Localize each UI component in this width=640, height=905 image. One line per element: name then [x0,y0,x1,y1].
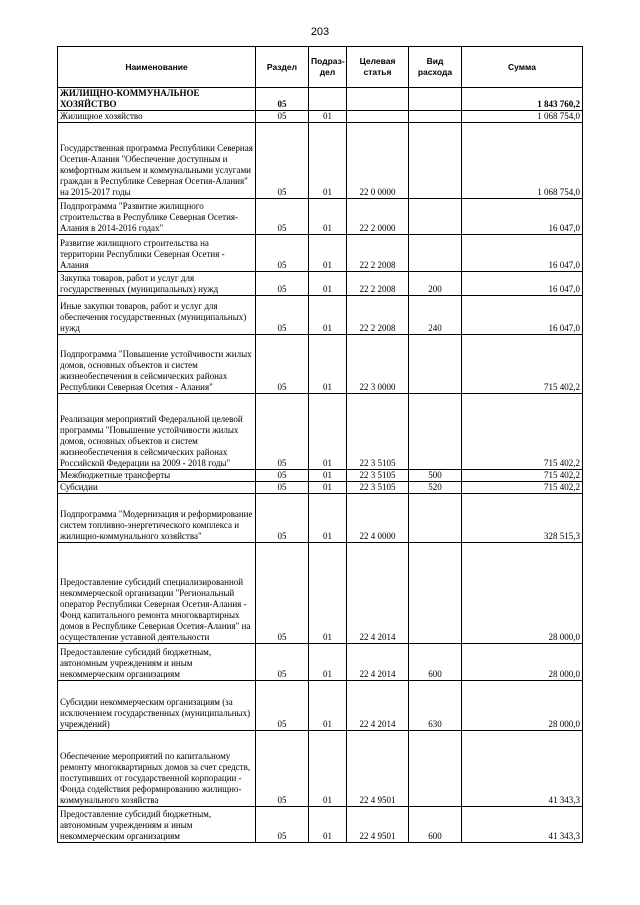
row-name: Подпрограмма "Модернизация и реформирование систем топливно-энергетического комплекса и жилищно-коммунального хозяйства" [58,494,256,543]
row-target: 22 2 2008 [347,235,409,272]
row-section: 05 [256,88,309,111]
row-amount: 715 402,2 [462,482,583,494]
row-target: 22 4 9501 [347,807,409,843]
row-amount: 715 402,2 [462,470,583,482]
row-amount: 16 047,0 [462,296,583,335]
row-subsection: 01 [309,644,347,681]
row-type [409,235,462,272]
row-type [409,394,462,470]
table-row [58,335,583,394]
table-row [58,807,583,843]
page-number: 203 [310,26,330,38]
row-name: Предоставление субсидий бюджетным, автономным учреждениям и иным некоммерческим организациям [58,644,256,681]
row-name: Предоставление субсидий специализированной некоммерческой организации "Региональный оператор Республики Северная Осетия-Алания - Фонд капитального ремонта многоквартирных домов в Республике Северная Осетия-Алания" на осуществление уставной деятельности [58,543,256,644]
table-row [58,394,583,470]
row-section: 05 [256,482,309,494]
row-name: Обеспечение мероприятий по капитальному ремонту многоквартирных домов за счет средств, поступивших от государственной корпорации - Фонда содействия реформированию жилищно-коммунального хозяйства [58,731,256,807]
row-section: 05 [256,543,309,644]
table-row [58,272,583,296]
row-target: 22 3 5105 [347,470,409,482]
row-type: 600 [409,807,462,843]
header-section: Раздел [256,47,309,88]
row-subsection: 01 [309,111,347,123]
row-target: 22 2 2008 [347,296,409,335]
row-amount: 41 343,3 [462,807,583,843]
row-amount: 28 000,0 [462,543,583,644]
table-header-row [58,47,583,88]
row-target: 22 2 2008 [347,272,409,296]
row-type: 500 [409,470,462,482]
row-amount: 1 068 754,0 [462,123,583,199]
header-name: Наименование [58,47,256,88]
row-subsection: 01 [309,807,347,843]
row-subsection: 01 [309,482,347,494]
row-subsection: 01 [309,235,347,272]
table-row [58,296,583,335]
table-row [58,123,583,199]
row-name: Субсидии [58,482,256,494]
row-name: Предоставление субсидий бюджетным, автономным учреждениям и иным некоммерческим организациям [58,807,256,843]
row-name: Иные закупки товаров, работ и услуг для обеспечения государственных (муниципальных) нужд [58,296,256,335]
row-amount: 28 000,0 [462,644,583,681]
row-name: Подпрограмма "Повышение устойчивости жилых домов, основных объектов и систем жизнеобеспечения в сейсмических районах Республики Северная Осетия - Алания" [58,335,256,394]
row-target: 22 3 5105 [347,482,409,494]
row-section: 05 [256,111,309,123]
row-section: 05 [256,394,309,470]
row-subsection: 01 [309,394,347,470]
row-amount: 715 402,2 [462,335,583,394]
row-type: 600 [409,644,462,681]
row-section: 05 [256,123,309,199]
row-section: 05 [256,272,309,296]
row-target [347,111,409,123]
header-subsection: Подраз-дел [309,47,347,88]
table-row [58,494,583,543]
row-name: ЖИЛИЩНО-КОММУНАЛЬНОЕ ХОЗЯЙСТВО [58,88,256,111]
row-type: 200 [409,272,462,296]
row-name: Государственная программа Республики Северная Осетия-Алания "Обеспечение доступным и комфортным жильем и коммунальными услугами граждан в Республике Северная Осетия-Алания" на 2015-2017 годы [58,123,256,199]
row-name: Закупка товаров, работ и услуг для государственных (муниципальных) нужд [58,272,256,296]
row-section: 05 [256,199,309,235]
row-name: Субсидии некоммерческим организациям (за исключением государственных (муниципальных) учреждений) [58,681,256,731]
row-type [409,731,462,807]
table-row [58,88,583,111]
row-type: 630 [409,681,462,731]
row-amount: 328 515,3 [462,494,583,543]
table-row [58,681,583,731]
row-subsection: 01 [309,199,347,235]
header-amount: Сумма [462,47,583,88]
row-subsection [309,88,347,111]
row-type [409,494,462,543]
row-amount: 41 343,3 [462,731,583,807]
header-target: Целевая статья [347,47,409,88]
row-target: 22 4 0000 [347,494,409,543]
table-row [58,644,583,681]
row-subsection: 01 [309,681,347,731]
row-target: 22 2 0000 [347,199,409,235]
row-amount: 1 068 754,0 [462,111,583,123]
row-amount: 1 843 760,2 [462,88,583,111]
row-section: 05 [256,235,309,272]
table-row [58,482,583,494]
row-type [409,543,462,644]
row-subsection: 01 [309,494,347,543]
row-target: 22 3 5105 [347,394,409,470]
row-name: Жилищное хозяйство [58,111,256,123]
budget-table [57,46,583,843]
row-subsection: 01 [309,123,347,199]
table-row [58,731,583,807]
row-target: 22 0 0000 [347,123,409,199]
row-type [409,123,462,199]
row-amount: 16 047,0 [462,272,583,296]
row-subsection: 01 [309,543,347,644]
row-subsection: 01 [309,731,347,807]
table-row [58,470,583,482]
row-type: 240 [409,296,462,335]
row-section: 05 [256,470,309,482]
row-type [409,111,462,123]
row-section: 05 [256,494,309,543]
table-row [58,111,583,123]
row-target: 22 4 2014 [347,543,409,644]
row-type [409,335,462,394]
row-amount: 715 402,2 [462,394,583,470]
row-name: Межбюджетные трансферты [58,470,256,482]
row-amount: 16 047,0 [462,199,583,235]
row-section: 05 [256,335,309,394]
table-row [58,235,583,272]
row-section: 05 [256,296,309,335]
row-section: 05 [256,681,309,731]
row-type [409,199,462,235]
row-name: Развитие жилищного строительства на территории Республики Северная Осетия - Алания [58,235,256,272]
row-target [347,88,409,111]
row-subsection: 01 [309,272,347,296]
row-subsection: 01 [309,470,347,482]
row-type [409,88,462,111]
row-section: 05 [256,731,309,807]
header-type: Вид расхода [409,47,462,88]
row-section: 05 [256,644,309,681]
row-type: 520 [409,482,462,494]
row-target: 22 3 0000 [347,335,409,394]
row-amount: 16 047,0 [462,235,583,272]
row-amount: 28 000,0 [462,681,583,731]
row-target: 22 4 2014 [347,681,409,731]
row-target: 22 4 2014 [347,644,409,681]
row-name: Реализация мероприятий Федеральной целевой программы "Повышение устойчивости жилых домов, основных объектов и систем жизнеобеспечения в сейсмических районах Российской Федерации на 2009 - 2018 годы" [58,394,256,470]
row-target: 22 4 9501 [347,731,409,807]
table-row [58,199,583,235]
row-subsection: 01 [309,335,347,394]
row-section: 05 [256,807,309,843]
table-row [58,543,583,644]
row-name: Подпрограмма "Развитие жилищного строительства в Республике Северная Осетия-Алания в 2014-2016 годах" [58,199,256,235]
row-subsection: 01 [309,296,347,335]
